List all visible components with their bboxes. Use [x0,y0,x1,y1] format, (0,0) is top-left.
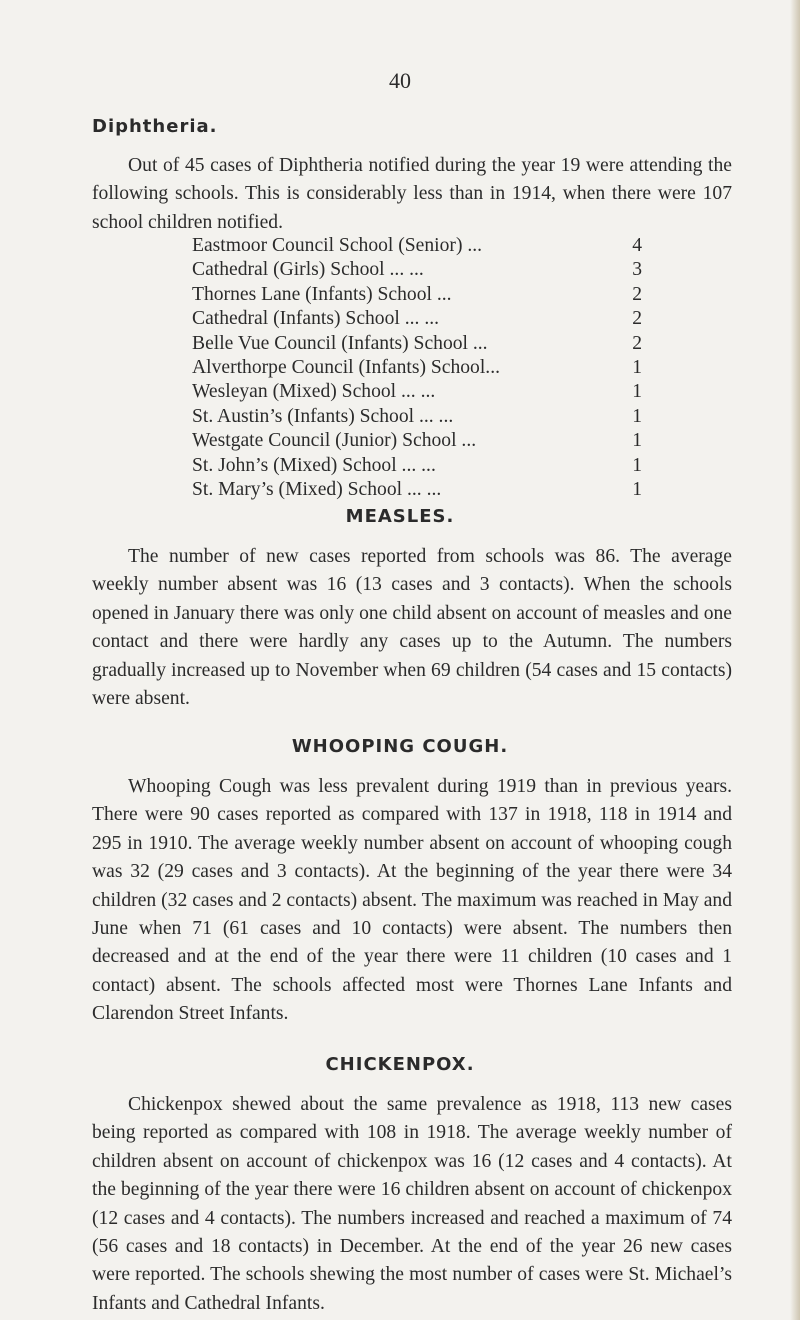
school-name: St. John’s (Mixed) School ... ... [192,454,436,476]
school-name: Cathedral (Girls) School ... ... [192,259,424,281]
school-row [192,234,642,258]
diphtheria-school-list [192,234,642,502]
school-name: St. Austin’s (Infants) School ... ... [192,405,454,427]
school-name: Eastmoor Council School (Senior) ... [192,235,483,256]
school-row [192,429,642,453]
school-row [192,405,642,429]
case-count: 3 [632,259,642,281]
case-count: 2 [632,308,642,330]
school-row [192,258,642,282]
diphtheria-heading: Diphtheria. [92,116,218,137]
case-count: 2 [632,283,642,305]
diphtheria-intro: Out of 45 cases of Diphtheria notified during the year 19 were attending the following schools. This is considerably less than in 1914, when there were 107 school children notified. [92,155,732,233]
school-name: Belle Vue Council (Infants) School ... [192,332,488,354]
case-count: 1 [632,478,642,500]
case-count: 1 [632,454,642,476]
measles-paragraph: The number of new cases reported from schools was 86. The average weekly number absent was 16 (13 cases and 3 contacts). When the schools opened in January there was only one child absent on account of measles and one contact and there were hardly any cases up to the Autumn. The numbers gradually increased up to November when 69 children (54 cases and 15 contacts) were absent. [92,546,732,710]
case-count: 1 [632,430,642,452]
page-number: 40 [389,68,411,93]
whooping-cough-heading: WHOOPING COUGH. [291,736,509,757]
school-row [192,283,642,307]
school-row [192,332,642,356]
school-name: Thornes Lane (Infants) School ... [192,283,452,305]
school-name: St. Mary’s (Mixed) School ... ... [192,478,442,500]
school-row [192,380,642,404]
school-name: Alverthorpe Council (Infants) School... [192,356,500,378]
case-count: 4 [632,235,642,256]
chickenpox-heading: CHICKENPOX. [325,1054,475,1075]
case-count: 1 [632,381,642,403]
chickenpox-paragraph: Chickenpox shewed about the same prevalence as 1918, 113 new cases being reported as compared with 108 in 1918. The average weekly number of children absent on account of chickenpox was 16 (12 cases and 4 contacts). At the beginning of the year there were 16 children absent on account of chickenpox (12 cases and 4 contacts). The numbers increased and reached a maximum of 74 (56 cases and 18 contacts) in December. At the end of the year 26 new cases were reported. The schools shewing the most number of cases were St. Michael’s Infants and Cathedral Infants. [92,1094,732,1314]
school-row [192,356,642,380]
case-count: 1 [632,405,642,427]
school-name: Westgate Council (Junior) School ... [192,430,477,452]
case-count: 1 [632,356,642,378]
school-row [192,478,642,502]
school-row [192,307,642,331]
school-row [192,454,642,478]
case-count: 2 [632,332,642,354]
school-name: Cathedral (Infants) School ... ... [192,308,440,330]
school-name: Wesleyan (Mixed) School ... ... [192,381,436,403]
whooping-cough-paragraph: Whooping Cough was less prevalent during 1919 than in previous years. There were 90 cases reported as compared with 137 in 1918, 118 in 1914 and 295 in 1910. The average weekly number absent on account of whooping cough was 32 (29 cases and 3 contacts). At the beginning of the year there were 34 children (32 cases and 2 contacts) absent. The maximum was reached in May and June when 71 (61 cases and 10 contacts) were absent. The numbers then decreased and at the end of the year there were 11 children (10 cases and 1 contact) absent. The schools affected most were Thornes Lane Infants and Clarendon Street Infants. [92,776,732,1025]
page-edge-shadow [790,0,800,1320]
measles-heading: MEASLES. [345,506,455,527]
